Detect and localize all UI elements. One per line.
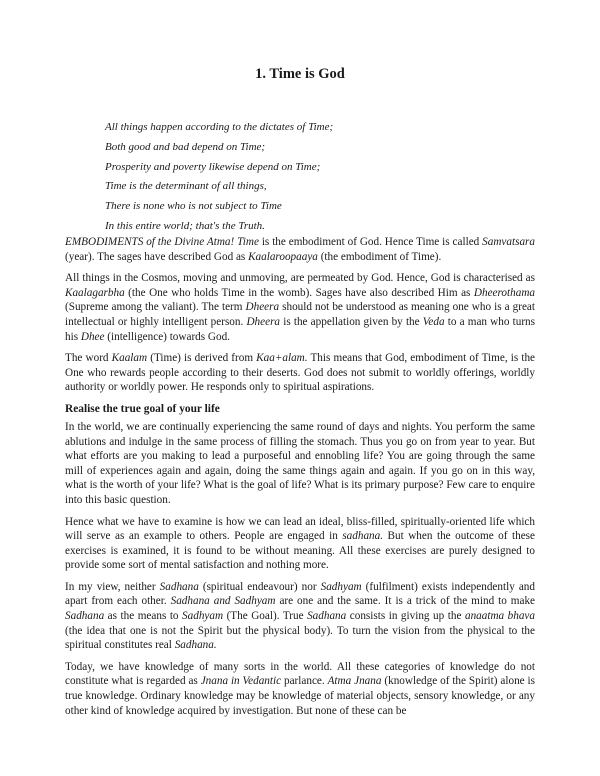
text-span: Jnana in Vedantic [200,675,282,688]
text-span: are one and the same. It is a trick of the mind to make [275,595,536,608]
text-span: sadhana. [342,530,384,543]
text-span: All things in the Cosmos, moving and unmoving, are permeated by God. Hence, God is characterised as [65,272,535,285]
text-span: Sadhyam [182,610,224,623]
text-span: Dhee [80,330,105,343]
text-span: (fulfilment) exists independently and apart from each other. [65,580,535,608]
text-span: (year). The sages have described God as [65,250,249,263]
text-span: The word [65,352,112,365]
text-span: is the appellation given by the [280,315,423,328]
paragraph-4: In the world, we are continually experiencing the same round of days and nights. You perform the same ablutions and indulge in the same process of filling the stomach. Thus you go on from year to year. But what efforts are you making to lead a purposeful and ennobling life? You are going through the same mill of experiences again and again, doing the same things again and again. If you go on in this way, what is the worth of your life? What is the goal of life? What is its primary purpose? Few care to enquire into this basic question. [65,420,535,506]
text-span: consists in giving up the [346,610,465,623]
section-heading: Realise the true goal of your life [65,402,220,415]
text-span: (the idea that one is not the Spirit but the physical body). To turn the vision from the physical to the spiritual constitutes real [65,624,535,652]
text-span: anaatma bhava [464,610,535,623]
text-span: Kaa+alam. [256,352,308,365]
text-span: This means that God, embodiment of Time, is the One who rewards people according to their deserts. God does not submit to worldly offerings, worldly authority or worldly power. He responds only to spiritual aspirations. [65,352,536,394]
verse-line: In this entire world; that's the Truth. [105,219,265,232]
text-span: (intelligence) towards God. [104,330,230,343]
text-span: parlance. [281,675,328,688]
text-span: should not be understood as meaning one who is a great intellectual or highly intelligent person. [65,301,535,328]
text-span: Dheerothama [473,286,535,299]
paragraph-1 [65,235,535,264]
text-span: Today, we have knowledge of many sorts in the world. All these categories of knowledge do not constitute what is regarded as [65,660,535,688]
text-span: Sadhana [65,610,105,623]
text-span: (Time) is derived from [147,352,257,365]
text-span: (Supreme among the valiant). The term [65,301,246,314]
text-span: Dheera [246,315,281,328]
text-span: Dheera [245,301,280,314]
text-span: as the means to [104,610,183,623]
text-span: Atma Jnana [327,675,382,688]
paragraph-5 [65,515,535,573]
text-span: (the One who holds Time in the womb). Sages have also described Him as [124,286,474,299]
verse-line: Both good and bad depend on Time; [105,140,266,153]
text-span: Samvatsara [482,236,535,248]
text-span: Veda [422,315,445,328]
paragraph-2 [65,271,535,344]
body-text [65,235,535,725]
text-span: Kaalam [111,352,148,365]
text-span: Sadhana [307,610,347,623]
page-title: 1. Time is God [255,66,345,82]
verse-line: Time is the determinant of all things, [105,180,267,193]
text-span: (knowledge of the Spirit) alone is true knowledge. Ordinary knowledge may be knowledge of material objects, sensory knowledge, or any other kind of knowledge acquired by investigation. But none of these can be [65,675,535,717]
verse-block [105,120,333,239]
verse-line: There is none who is not subject to Time [105,200,282,213]
text-span: to a man who turns his [65,315,535,343]
text-span: is the embodiment of God. Hence Time is called [258,236,483,248]
text-span: Hence what we have to examine is how we can lead an ideal, bliss-filled, spiritually-oriented life which will serve as an example to others. People are engaged in [65,515,535,543]
text-span: In my view, neither [65,580,160,593]
text-span: Kaalagarbha [65,286,125,299]
paragraph-3 [65,351,535,395]
paragraph-6 [65,580,535,653]
verse-line: All things happen according to the dictates of Time; [105,121,334,133]
text-span: EMBODIMENTS of the Divine Atma! Time [65,236,259,248]
text-span: (spiritual endeavour) nor [198,580,321,593]
text-span: (the embodiment of Time). [317,250,442,263]
text-span: Sadhana. [174,639,217,652]
text-span: Kaalaroopaaya [248,250,318,263]
text-span: Sadhana and Sadhyam [170,595,276,608]
text-span: Sadhyam [320,580,362,593]
text-span: But when the outcome of these exercises is examined, it is found to be without meaning. All these exercises are purely designed to provide some sort of mental satisfaction and nothing more. [65,530,535,572]
text-span: Sadhana [159,580,199,593]
text-span: (The Goal). True [223,610,308,623]
paragraph-7 [65,660,535,718]
verse-line: Prosperity and poverty likewise depend on Time; [105,160,321,173]
